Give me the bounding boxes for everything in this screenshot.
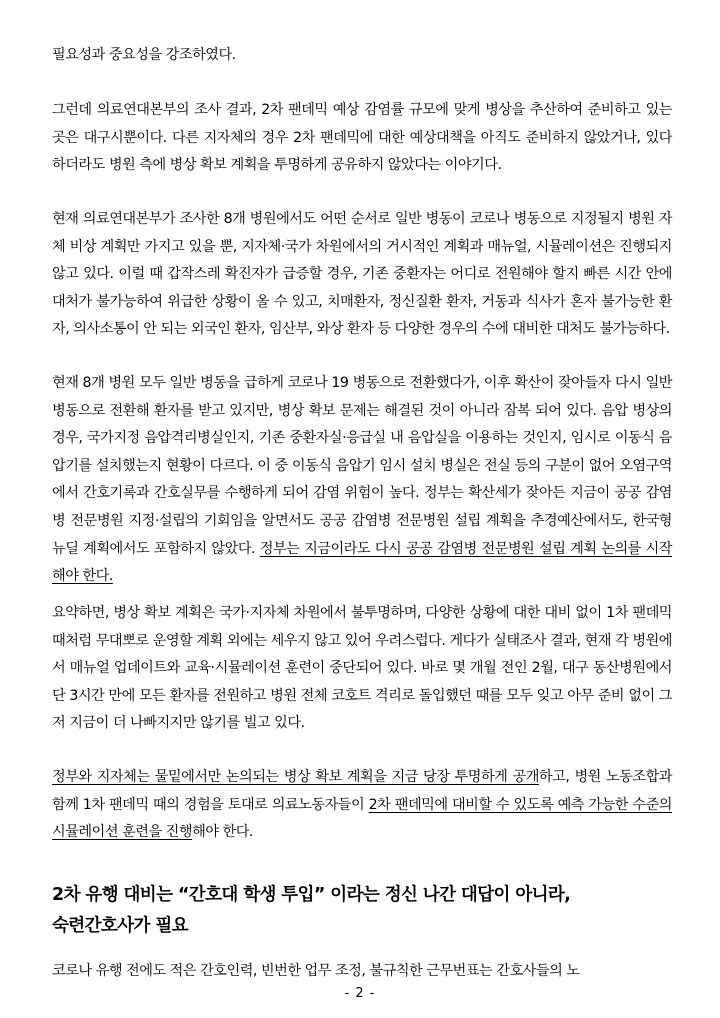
paragraph-text: 요약하면, 병상 확보 계획은 국가·지자체 차원에서 불투명하며, 다양한 상황에 대한 대비 없이 1차 팬데믹 때처럼 무대뽀로 운영할 계획 외에는 세우지 않고 있어 우려스럽다. 게다가 실태조사 결과, 현재 각 병원에서 매뉴얼 업데이트와 교육·시뮬레이션 훈련이 중단되어 있다. 바로 몇 개월 전인 2월, 대구 동산병원에서 단 3시간 만에 모든 환자를 전원하고 병원 전체 코호트 격리로 돌입했던 때를 모두 잊고 아무 준비 없이 그저 지금이 더 나빠지지만 않기를 빌고 있다. bbox=[52, 605, 672, 732]
paragraph-3 bbox=[52, 206, 672, 344]
paragraph-5 bbox=[52, 600, 672, 738]
paragraph-4 bbox=[52, 370, 672, 591]
paragraph-6 bbox=[52, 764, 672, 847]
paragraph-text: 현재 의료연대본부가 조사한 8개 병원에서도 어떤 순서로 일반 병동이 코로나 병동으로 지정될지 병원 자체 비상 계획만 가지고 있을 뿐, 지자체·국가 차원에서의 거시적인 계획과 매뉴얼, 시뮬레이션은 진행되지 않고 있다. 이럴 때 갑작스레 확진자가 급증할 경우, 기존 중환자는 어디로 전원해야 할지 빠른 시간 안에 대처가 불가능하여 위급한 상황이 올 수 있고, 치매환자, 정신질환 환자, 거동과 식사가 혼자 불가능한 환자, 의사소통이 안 되는 외국인 환자, 임산부, 와상 환자 등 다양한 경우의 수에 대비한 대처도 불가능하다. bbox=[52, 211, 672, 338]
paragraph-1 bbox=[52, 42, 672, 70]
underlined-text: 2차 팬데믹에 대비할 수 있도록 예측 가능한 수준의 시뮬레이션 훈련을 진행 bbox=[52, 796, 673, 841]
underlined-text: 정부와 지자체는 물밑에서만 논의되는 병상 확보 계획을 지금 당장 투명하게 공개 bbox=[52, 769, 539, 785]
paragraph-text: 해야 한다. bbox=[192, 824, 253, 841]
section-heading bbox=[52, 880, 682, 942]
paragraph-text: 필요성과 중요성을 강조하였다. bbox=[52, 47, 236, 63]
paragraph-2 bbox=[52, 97, 672, 180]
section-heading-line: 2차 유행 대비는 “간호대 학생 투입” 이라는 정신 나간 대답이 아니라, bbox=[52, 885, 571, 905]
paragraph-7 bbox=[52, 958, 672, 986]
paragraph-text: 하고, 병원 노동조합과 함께 1차 팬데믹 때의 경험을 토대로 의료노동자들이 bbox=[52, 769, 672, 813]
paragraph-text: 코로나 유행 전에도 적은 간호인력, 빈번한 업무 조정, 불규칙한 근무번표는 간호사들의 노 bbox=[52, 963, 580, 979]
paragraph-text: 현재 8개 병원 모두 일반 병동을 급하게 코로나 19 병동으로 전환했다가, 이후 확산이 잦아들자 다시 일반 병동으로 전환해 환자를 받고 있지만, 병상 확보 문제는 해결된 것이 아니라 잠복 되어 있다. 음압 병상의 경우, 국가지정 음압격리병실인지, 기존 중환자실·응급실 내 음압실을 이용하는 것인지, 임시로 이동식 음압기를 설치했는지 현황이 다르다. 이 중 이동식 음압기 임시 설치 병실은 전실 등의 구분이 없어 오염구역에서 간호기록과 간호실무를 수행하게 되어 감염 위험이 높다. 정부는 확산세가 잦아든 지금이 공공 감염병 전문병원 지정·설립의 기회임을 알면서도 공공 감염병 전문병원 설립 계획을 추경예산에서도, 한국형 뉴딜 계획에서도 포함하지 않았다. bbox=[52, 375, 672, 557]
page-number: - 2 - bbox=[344, 986, 376, 1001]
paragraph-text: 그런데 의료연대본부의 조사 결과, 2차 팬데믹 예상 감염률 규모에 맞게 병상을 추산하여 준비하고 있는 곳은 대구시뿐이다. 다른 지자체의 경우 2차 팬데믹에 대한 예상대책을 아직도 준비하지 않았거나, 있다 하더라도 병원 측에 병상 확보 계획을 투명하게 공유하지 않았다는 이야기다. bbox=[52, 102, 672, 174]
section-heading-line: 숙련간호사가 필요 bbox=[52, 916, 188, 936]
underlined-text: 정부는 지금이라도 다시 공공 감염병 전문병원 설립 계획 논의를 시작해야 한다. bbox=[52, 540, 672, 585]
